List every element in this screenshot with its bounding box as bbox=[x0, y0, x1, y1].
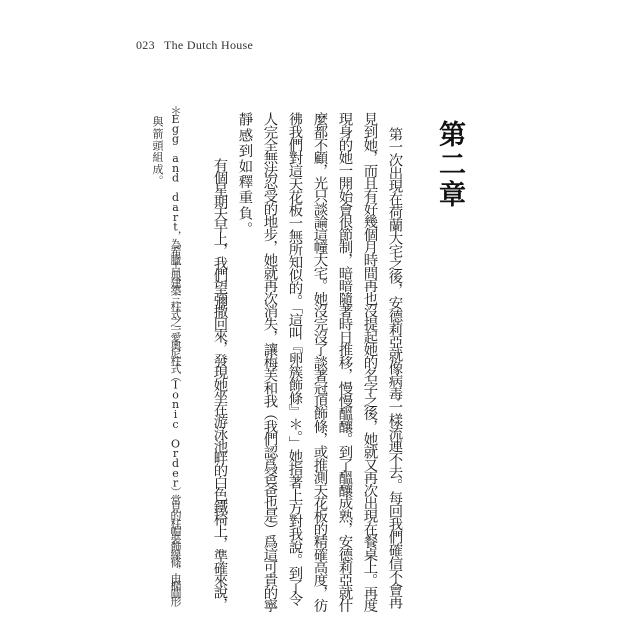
running-header bbox=[136, 38, 253, 53]
body-line-5: 彿我們對這天花板一無所知似的。「這叫『卵簇飾條』＊。」她指著上方對我說。到了令 bbox=[286, 112, 303, 605]
body-line-3: 現身的她一開始會很節制，暗暗隨著時日推移，慢慢醞釀。到了醞釀成熟，安德莉亞就什 bbox=[336, 112, 353, 612]
footnote-line-1: ＊Egg and dart，為希臘古典建築三柱式之一愛奧尼柱式（Ionic Order）常見的柱帽裝飾線條，由橢圓形 bbox=[169, 105, 182, 604]
body-line-6: 人完全無法忍受的地步，她就再次消失，讓梅芙和我（我們認爲爸爸也是）爲這可貴的寧 bbox=[261, 112, 278, 612]
body-line-2: 見到她，而且有好幾個月時間再也沒提起她的名字之後，她就又再次出現在餐桌上。再度 bbox=[361, 112, 378, 612]
body-line-4: 麼都不顧，光只談論這幢大宅。她沒完沒了談著冠頂飾條，或推測天花板的精確高度，彷 bbox=[311, 112, 328, 612]
body-line-8: 有個星期天早上，我們望彌撒回來，發現她坐在游泳池畔的白色鐵椅上，準確來說， bbox=[211, 158, 228, 610]
body-line-7: 靜感到如釋重負。 bbox=[236, 112, 253, 237]
body-line-1: 第一次出現在荷蘭大宅之後，安德莉亞就像病毒一樣流連不去。每回我們確信不會再 bbox=[386, 127, 403, 608]
page-number: 023 bbox=[136, 38, 155, 52]
footnote-line-2: 與箭頭組成。 bbox=[151, 116, 164, 187]
book-title: The Dutch House bbox=[164, 38, 254, 52]
chapter-title: 第二章 bbox=[434, 120, 465, 210]
